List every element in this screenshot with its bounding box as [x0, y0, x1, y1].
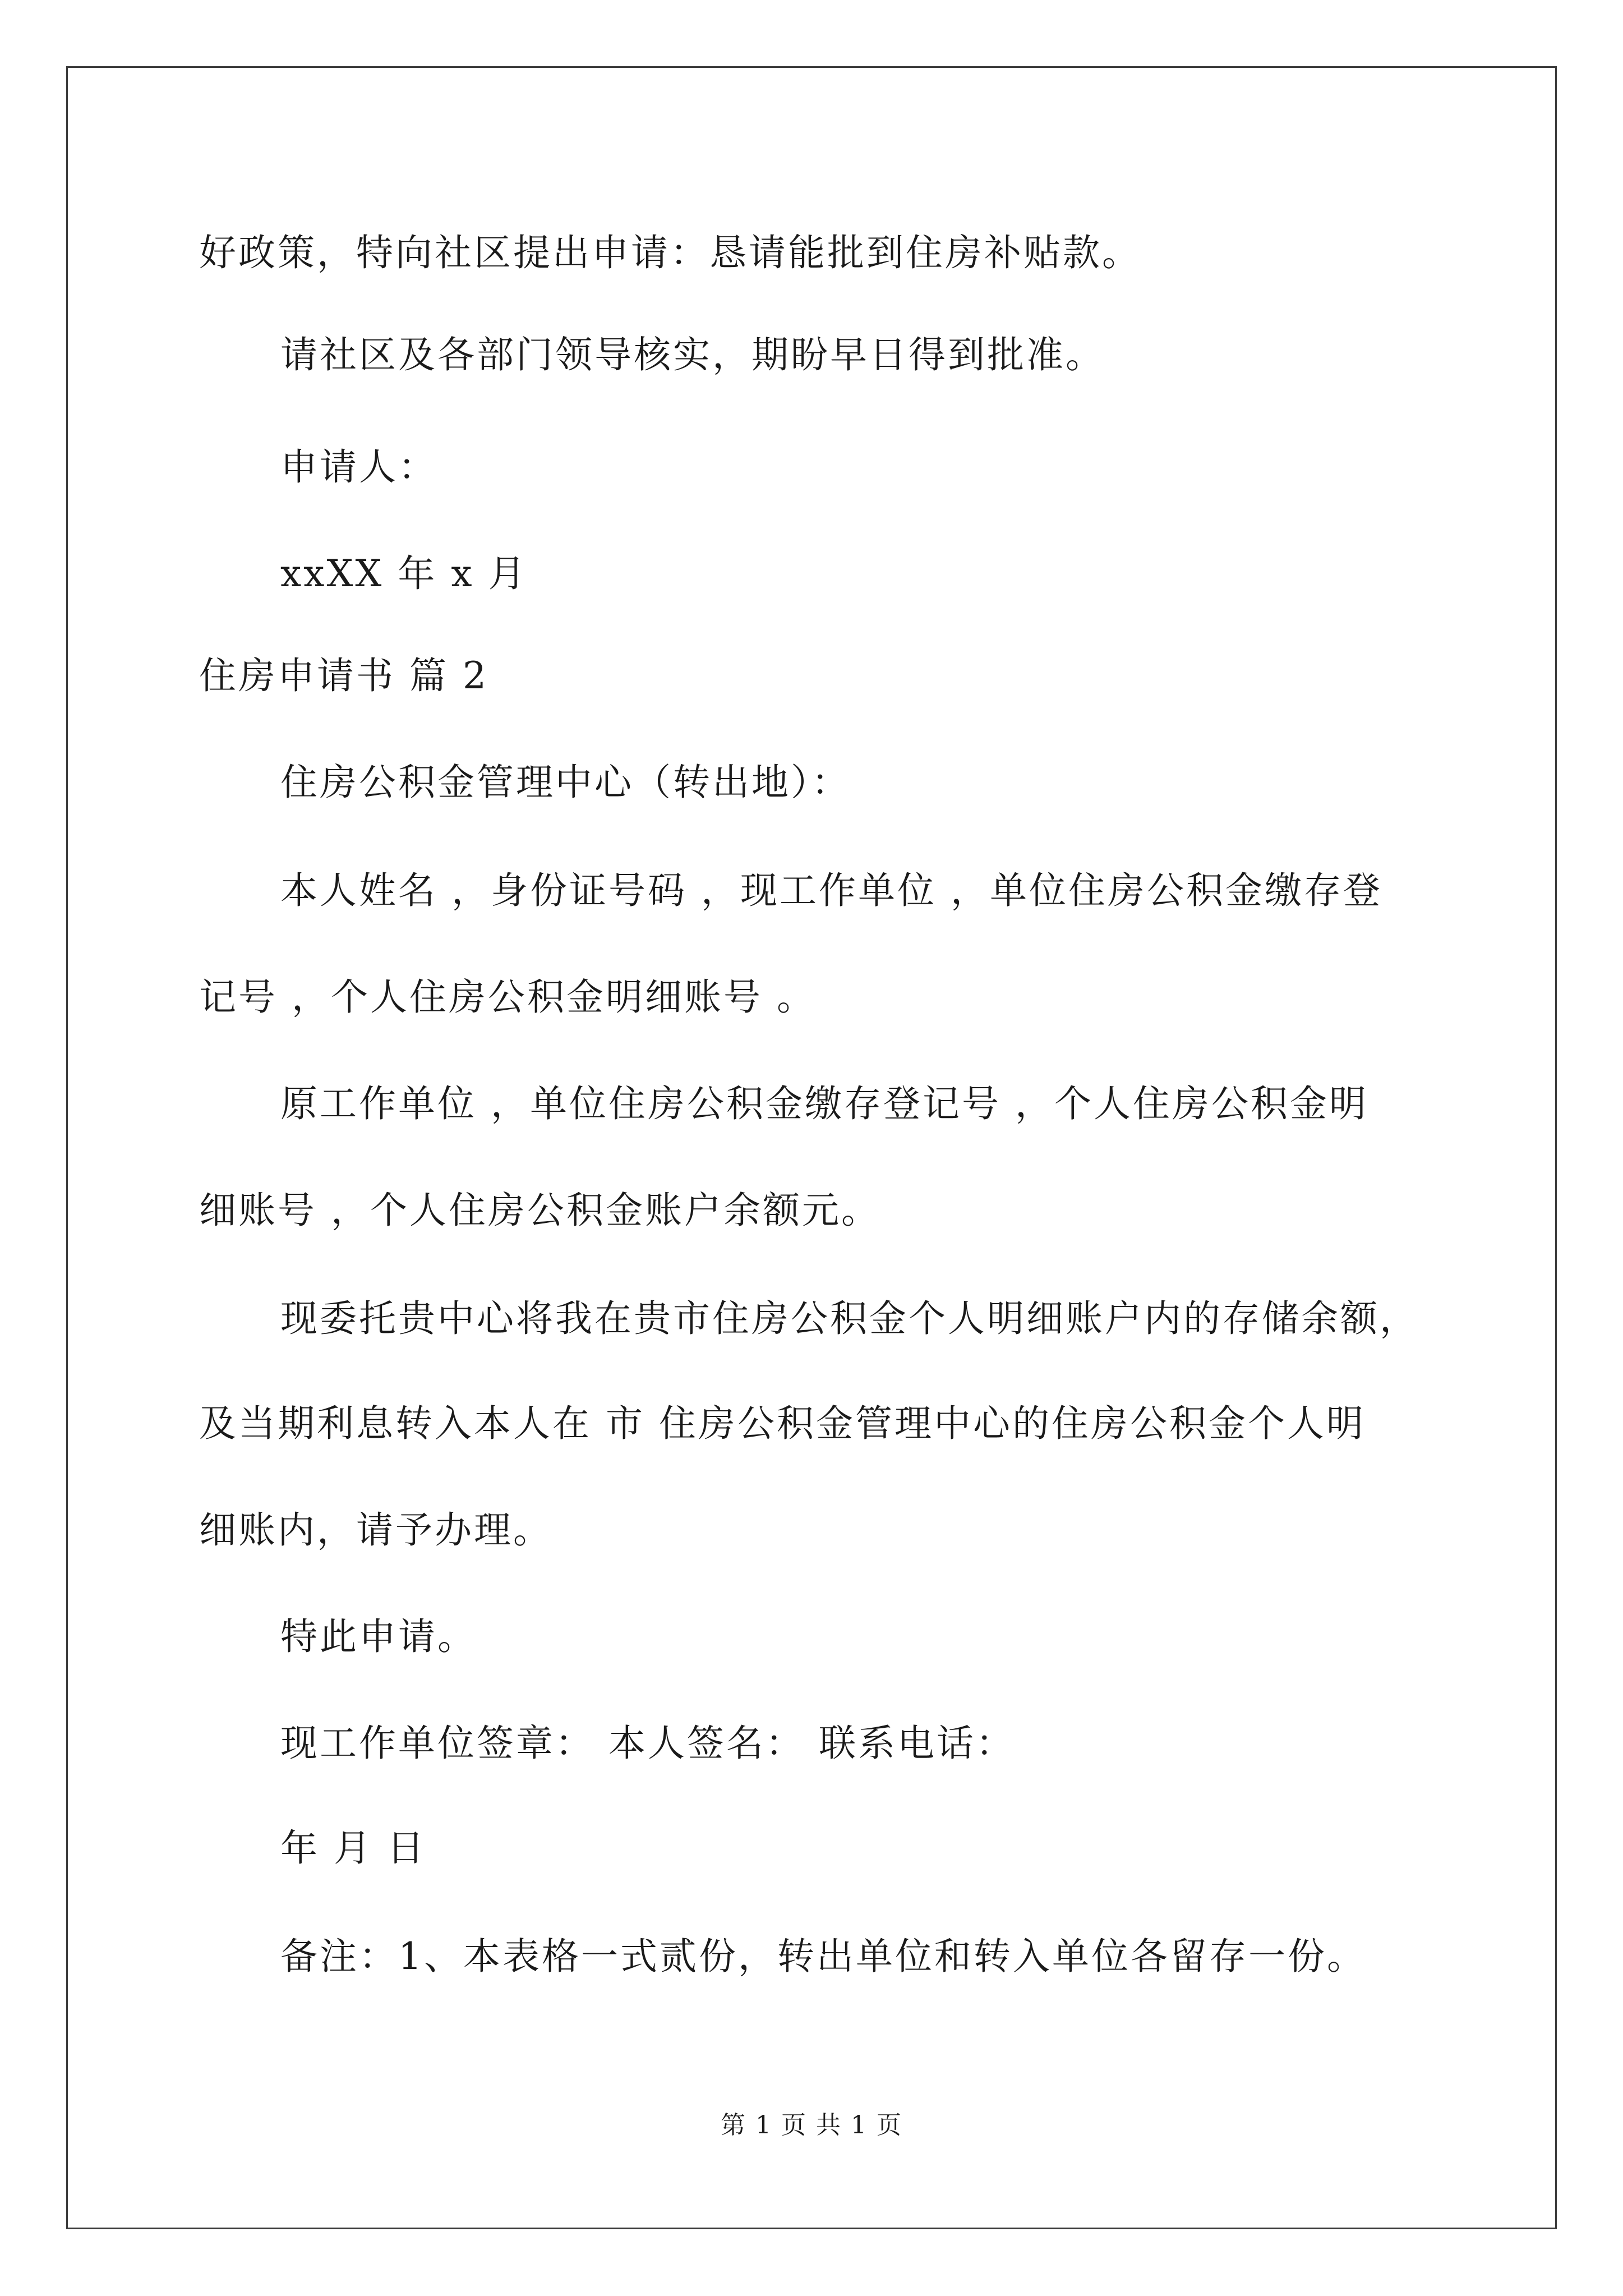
- text-line: 本人姓名 ，身份证号码 ，现工作单位 ，单位住房公积金缴存登: [280, 869, 1382, 912]
- text-line: 细账号 ，个人住房公积金账户余额元。: [199, 1189, 880, 1232]
- text-line: xxXX 年 x 月: [280, 552, 528, 595]
- signature-fields: 现工作单位签章： 本人签名： 联系电话：: [280, 1722, 1015, 1765]
- remark-line: 备注：1、本表格一式贰份，转出单位和转入单位各留存一份。: [280, 1935, 1366, 1978]
- text-line: 住房公积金管理中心（转出地）：: [280, 761, 851, 804]
- date-line: 年 月 日: [280, 1826, 426, 1870]
- page-footer: 第 1 页 共 1 页: [721, 2111, 902, 2139]
- page-border: [66, 66, 1557, 2229]
- text-line: 请社区及各部门领导核实，期盼早日得到批准。: [280, 333, 1105, 376]
- text-line: 及当期利息转入本人在 市 住房公积金管理中心的住房公积金个人明: [199, 1402, 1366, 1445]
- text-line: 原工作单位 ，单位住房公积金缴存登记号 ，个人住房公积金明: [280, 1082, 1368, 1125]
- text-line: 细账内，请予办理。: [199, 1508, 552, 1552]
- text-line: 现委托贵中心将我在贵市住房公积金个人明细账户内的存储余额，: [280, 1297, 1419, 1340]
- text-line: 特此申请。: [280, 1615, 477, 1658]
- section-heading: 住房申请书 篇 2: [199, 654, 488, 697]
- text-line: 记号 ，个人住房公积金明细账号 。: [199, 976, 816, 1019]
- text-line: 申请人：: [280, 445, 437, 489]
- text-line: 好政策，特向社区提出申请：恳请能批到住房补贴款。: [199, 231, 1141, 274]
